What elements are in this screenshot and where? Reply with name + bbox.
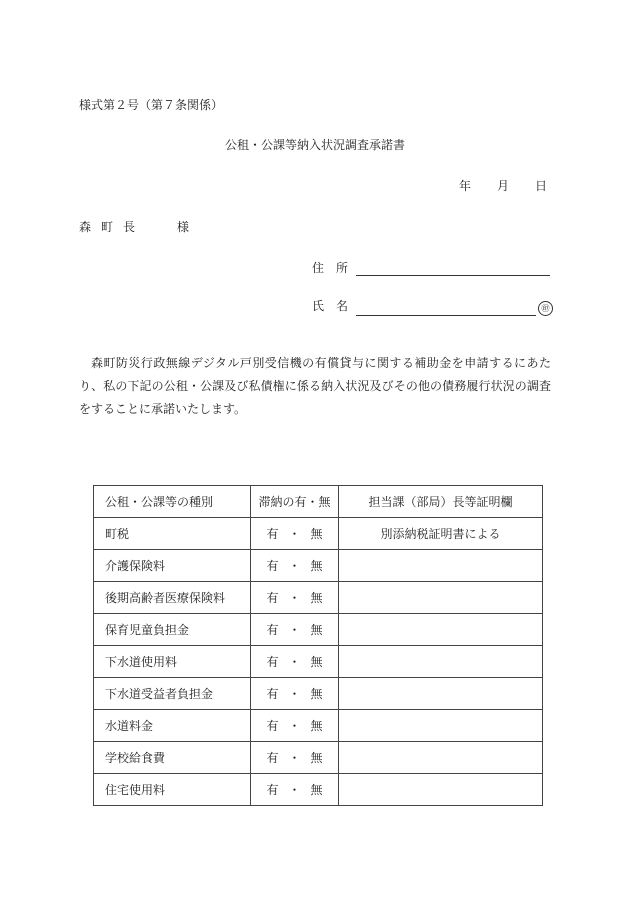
option-yes[interactable]: 有: [266, 591, 279, 605]
option-separator: ・: [288, 591, 301, 605]
addressee-name: 森町長: [79, 220, 146, 234]
row-type: 後期高齢者医療保険料: [94, 582, 251, 614]
option-no[interactable]: 無: [310, 783, 323, 797]
option-no[interactable]: 無: [310, 719, 323, 733]
address-line[interactable]: [356, 261, 550, 276]
option-separator: ・: [288, 783, 301, 797]
row-certification[interactable]: [339, 678, 543, 710]
option-separator: ・: [288, 559, 301, 573]
table-row: [94, 774, 543, 806]
row-delinquency[interactable]: [251, 550, 339, 582]
table-row: [94, 678, 543, 710]
row-type: 介護保険料: [94, 550, 251, 582]
row-certification[interactable]: [339, 614, 543, 646]
row-delinquency[interactable]: [251, 646, 339, 678]
header-type: 公租・公課等の種別: [94, 486, 251, 518]
option-no[interactable]: 無: [310, 591, 323, 605]
option-no[interactable]: 無: [310, 687, 323, 701]
option-yes[interactable]: 有: [266, 655, 279, 669]
row-delinquency[interactable]: [251, 710, 339, 742]
row-delinquency[interactable]: [251, 614, 339, 646]
header-delinquency: 滞納の有・無: [251, 486, 339, 518]
row-delinquency[interactable]: [251, 742, 339, 774]
row-certification[interactable]: [339, 646, 543, 678]
row-type: 学校給食費: [94, 742, 251, 774]
row-delinquency[interactable]: [251, 582, 339, 614]
header-certification: 担当課（部局）長等証明欄: [339, 486, 543, 518]
name-label: 氏名: [312, 299, 361, 313]
option-separator: ・: [288, 687, 301, 701]
name-field[interactable]: [312, 297, 553, 316]
row-certification[interactable]: [339, 550, 543, 582]
row-type: 町税: [94, 518, 251, 550]
row-certification[interactable]: [339, 582, 543, 614]
option-yes[interactable]: 有: [266, 559, 279, 573]
row-certification[interactable]: [339, 774, 543, 806]
row-type: 保育児童負担金: [94, 614, 251, 646]
form-number: 様式第２号（第７条関係）: [79, 98, 224, 112]
row-certification[interactable]: [339, 710, 543, 742]
row-certification[interactable]: 別添納税証明書による: [339, 518, 543, 550]
row-type: 下水道使用料: [94, 646, 251, 678]
table-row: [94, 614, 543, 646]
document-title: 公租・公課等納入状況調査承諾書: [224, 138, 405, 152]
table-row: [94, 742, 543, 774]
table-row: [94, 582, 543, 614]
option-separator: ・: [288, 751, 301, 765]
table-row: [94, 710, 543, 742]
option-separator: ・: [288, 719, 301, 733]
table-header-row: [94, 486, 543, 518]
row-certification[interactable]: [339, 742, 543, 774]
name-line[interactable]: [356, 301, 536, 316]
date-day: 日: [535, 179, 548, 193]
addressee-honorific: 様: [177, 220, 190, 234]
option-yes[interactable]: 有: [266, 783, 279, 797]
option-separator: ・: [288, 527, 301, 541]
option-no[interactable]: 無: [310, 655, 323, 669]
option-separator: ・: [288, 623, 301, 637]
row-type: 住宅使用料: [94, 774, 251, 806]
date-month: 月: [497, 179, 510, 193]
address-field[interactable]: [312, 259, 550, 276]
row-type: 水道料金: [94, 710, 251, 742]
option-yes[interactable]: 有: [266, 751, 279, 765]
table-row: [94, 550, 543, 582]
status-table: [93, 485, 543, 806]
addressee: [79, 218, 189, 235]
row-delinquency[interactable]: [251, 678, 339, 710]
consent-statement: 森町防災行政無線デジタル戸別受信機の有償貸与に関する補助金を申請するにあたり、私の下記の公租・公課及び私債権に係る納入状況及びその他の債務履行状況の調査をすることに承諾いたします。: [79, 356, 551, 416]
option-separator: ・: [288, 655, 301, 669]
option-yes[interactable]: 有: [266, 687, 279, 701]
address-label: 住所: [312, 261, 361, 275]
date-year: 年: [459, 179, 472, 193]
table-row: [94, 646, 543, 678]
seal-mark: ㊞: [538, 301, 553, 316]
row-delinquency[interactable]: [251, 774, 339, 806]
option-no[interactable]: 無: [310, 623, 323, 637]
row-delinquency[interactable]: [251, 518, 339, 550]
option-no[interactable]: 無: [310, 751, 323, 765]
option-yes[interactable]: 有: [266, 719, 279, 733]
row-type: 下水道受益者負担金: [94, 678, 251, 710]
table-row: [94, 518, 543, 550]
option-yes[interactable]: 有: [266, 527, 279, 541]
option-no[interactable]: 無: [310, 559, 323, 573]
option-yes[interactable]: 有: [266, 623, 279, 637]
option-no[interactable]: 無: [310, 527, 323, 541]
